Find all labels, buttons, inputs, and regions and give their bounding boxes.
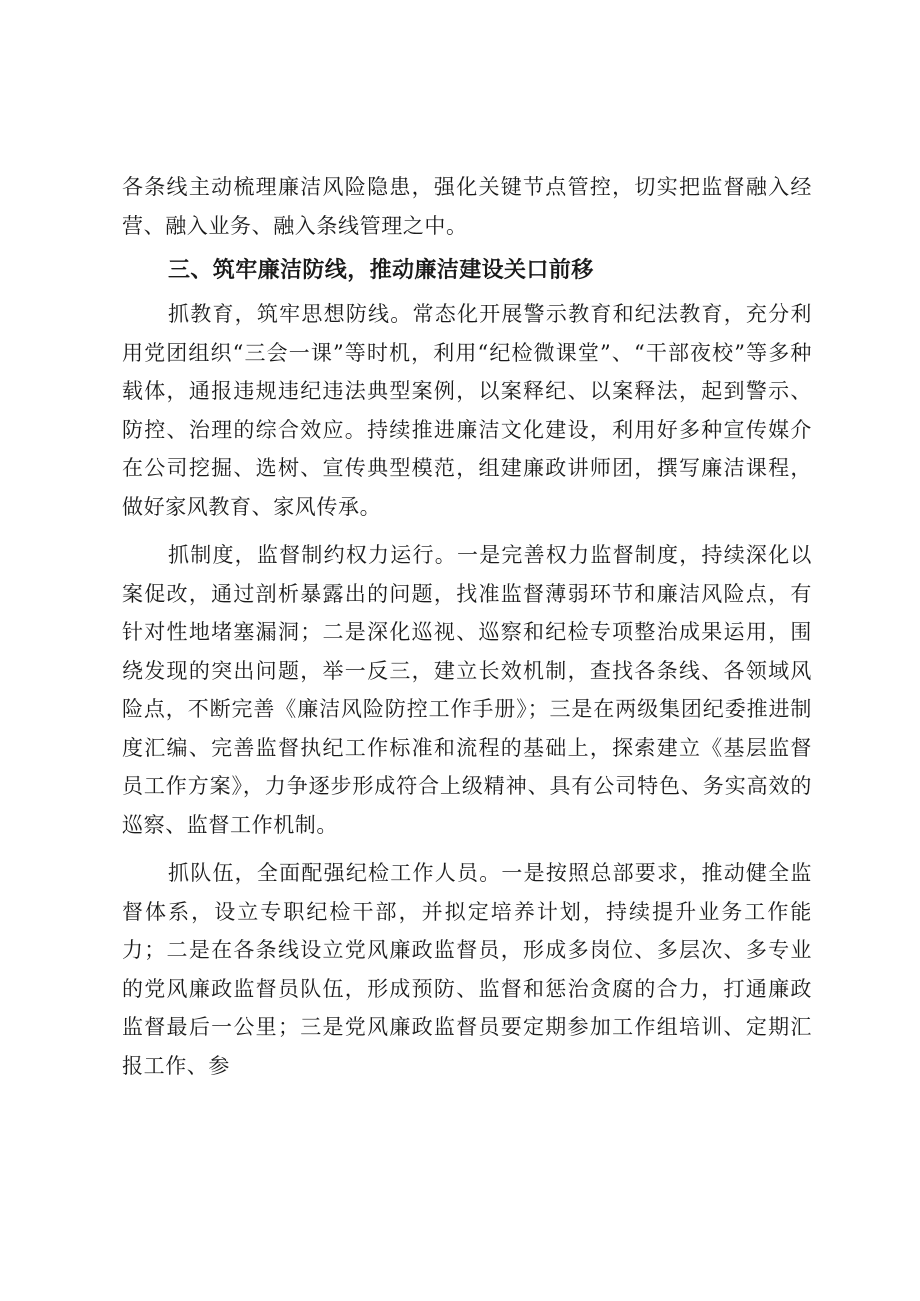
paragraph-system: 抓制度，监督制约权力运行。一是完善权力监督制度，持续深化以案促改，通过剖析暴露出的问题，找准监督薄弱环节和廉洁风险点，有针对性地堵塞漏洞；二是深化巡视、巡察和纪检专项整治成果运用，围绕发现的突出问题，举一反三，建立长效机制，查找各条线、各领域风险点，不断完善《廉洁风险防控工作手册》；三是在两级集团纪委推进制度汇编、完善监督执纪工作标准和流程的基础上，探索建立《基层监督员工作方案》，力争逐步形成符合上级精神、具有公司特色、务实高效的巡察、监督工作机制。 xyxy=(122,543,812,837)
paragraph-team: 抓队伍，全面配强纪检工作人员。一是按照总部要求，推动健全监督体系，设立专职纪检干部，并拟定培养计划，持续提升业务工作能力；二是在各条线设立党风廉政监督员，形成多岗位、多层次、多专业的党风廉政监督员队伍，形成预防、监督和惩治贪腐的合力，打通廉政监督最后一公里；三是党风廉政监督员要定期参加工作组培训、定期汇报工作、参 xyxy=(122,861,812,1078)
section-heading: 三、筑牢廉洁防线，推动廉洁建设关口前移 xyxy=(168,258,594,283)
paragraph-education: 抓教育，筑牢思想防线。常态化开展警示教育和纪法教育，充分利用党团组织“三会一课”等时机，利用“纪检微课堂”、“干部夜校”等多种载体，通报违规违纪违法典型案例，以案释纪、以案释法，起到警示、防控、治理的综合效应。持续推进廉洁文化建设，利用好多种宣传媒介在公司挖掘、选树、宣传典型模范，组建廉政讲师团，撰写廉洁课程，做好家风教育、家风传承。 xyxy=(122,302,812,519)
continuation-paragraph: 各条线主动梳理廉洁风险隐患，强化关键节点管控，切实把监督融入经营、融入业务、融入条线管理之中。 xyxy=(122,175,812,238)
